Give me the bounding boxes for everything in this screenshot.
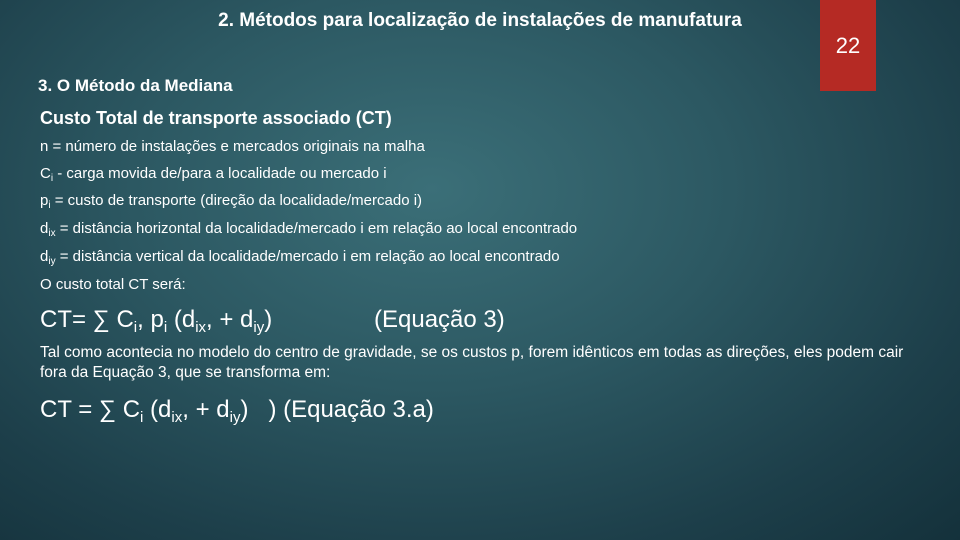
def-dix-text: = distância horizontal da localidade/mercado i em relação ao local encontrado <box>55 220 578 237</box>
definition-p <box>40 192 422 211</box>
equation-3-label: (Equação 3) <box>374 306 505 333</box>
equation-3 <box>40 306 272 336</box>
eq2-sub2: ix <box>171 409 183 426</box>
eq2-sub3: iy <box>229 409 241 426</box>
eq1-sub4: iy <box>253 319 265 336</box>
eq2-part1: CT = ∑ C <box>40 396 141 423</box>
eq2-part3: , + d <box>182 396 230 423</box>
definition-c <box>40 165 387 184</box>
eq1-sub2: i <box>163 319 168 336</box>
definition-diy <box>40 248 560 267</box>
eq1-part4: , + d <box>206 306 254 333</box>
eq1-part2: , p <box>137 306 164 333</box>
section-subtitle: 3. O Método da Mediana <box>38 76 233 95</box>
var-p: p <box>40 192 49 209</box>
eq1-sub1: i <box>133 319 138 336</box>
var-diy: d <box>40 248 49 265</box>
definition-n: n = número de instalações e mercados originais na malha <box>40 138 425 155</box>
eq1-sub3: ix <box>195 319 207 336</box>
eq1-part3: (d <box>167 306 196 333</box>
var-p-sub: i <box>48 200 51 211</box>
var-dix: d <box>40 220 49 237</box>
content-heading: Custo Total de transporte associado (CT) <box>40 108 392 128</box>
def-c-text: - carga movida de/para a localidade ou mercado i <box>53 165 387 182</box>
page-number-badge: 22 <box>820 0 876 91</box>
definition-dix <box>40 220 577 239</box>
eq2-part2: (d <box>143 396 172 423</box>
eq2-part4: ) ) (Equação 3.a) <box>240 396 434 423</box>
explanation-paragraph: Tal como acontecia no modelo do centro de gravidade, se os custos p, forem idênticos em todas as direções, eles podem cair fora da Equação 3, que se transforma em: <box>40 344 904 381</box>
eq1-part1: CT= ∑ C <box>40 306 134 333</box>
def-diy-text: = distância vertical da localidade/mercado i em relação ao local encontrado <box>55 248 560 265</box>
equation-3a <box>40 396 434 426</box>
total-cost-intro: O custo total CT será: <box>40 276 186 293</box>
eq2-sub1: i <box>140 409 144 426</box>
var-dix-sub: ix <box>48 228 56 239</box>
eq1-part5: ) <box>264 306 273 333</box>
var-diy-sub: iy <box>48 256 56 267</box>
var-c: C <box>40 165 51 182</box>
def-p-text: = custo de transporte (direção da localidade/mercado i) <box>50 192 423 209</box>
slide-title: 2. Métodos para localização de instalações de manufatura <box>218 10 742 31</box>
var-c-sub: i <box>50 173 54 184</box>
